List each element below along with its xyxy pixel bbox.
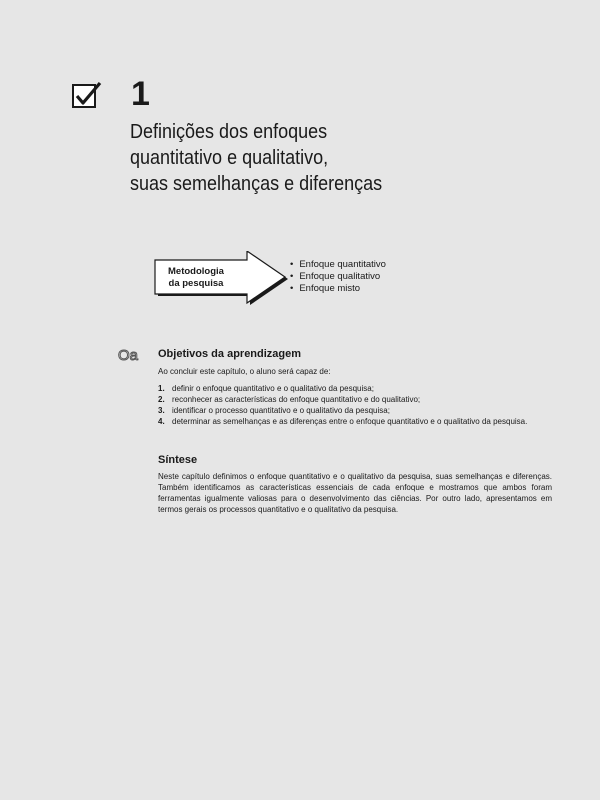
objectives-intro: Ao concluir este capítulo, o aluno será capaz de: [158, 367, 331, 376]
synthesis-paragraph: Neste capítulo definimos o enfoque quantitativo e o qualitativo da pesquisa, suas semelhanças e diferenças. Também identificamos as características essenciais de cada enfoque e mostramos que ambos foram ferramentas igualmente valiosas para o desenvolvimento das ciências. Por outro lado, apresentamos em termos gerais os processos quantitativo e o qualitativo da pesquisa. [158, 472, 552, 514]
item-text: identificar o processo quantitativo e o qualitativo da pesquisa; [172, 406, 390, 415]
chapter-title-line: Definições dos enfoques [130, 121, 328, 143]
objectives-list [158, 383, 527, 427]
list-item [158, 383, 527, 394]
list-item: • Enfoque quantitativo [290, 259, 386, 271]
list-item [158, 416, 527, 427]
chapter-title-line: suas semelhanças e diferenças [130, 173, 383, 195]
list-item: • Enfoque qualitativo [290, 271, 386, 283]
item-text: reconhecer as características do enfoque quantitativo e do qualitativo; [172, 395, 421, 404]
item-number: 2. [158, 395, 165, 404]
item-number: 3. [158, 406, 165, 415]
arrow-label [160, 266, 232, 290]
chapter-title-line: quantitativo e qualitativo, [130, 147, 329, 169]
list-item [158, 394, 527, 405]
checkbox-checked-icon [72, 81, 102, 109]
objectives-heading: Objetivos da aprendizagem [158, 348, 302, 360]
synthesis-heading: Síntese [158, 454, 198, 466]
item-number: 1. [158, 384, 165, 393]
item-text: definir o enfoque quantitativo e o qualitativo da pesquisa; [172, 384, 374, 393]
list-item: • Enfoque misto [290, 283, 386, 295]
chapter-number: 1 [131, 75, 150, 113]
learning-objectives-icon [118, 348, 142, 362]
item-number: 4. [158, 417, 165, 426]
arrow-label-line: Metodologia [168, 266, 224, 277]
chapter-title [130, 119, 508, 197]
list-item [158, 405, 527, 416]
item-text: determinar as semelhanças e as diferenças entre o enfoque quantitativo e o qualitativo da pesquisa. [172, 417, 528, 426]
arrow-label-line: da pesquisa [168, 278, 224, 289]
approach-list [290, 259, 386, 295]
oa-icon-text: Oa [118, 348, 139, 362]
